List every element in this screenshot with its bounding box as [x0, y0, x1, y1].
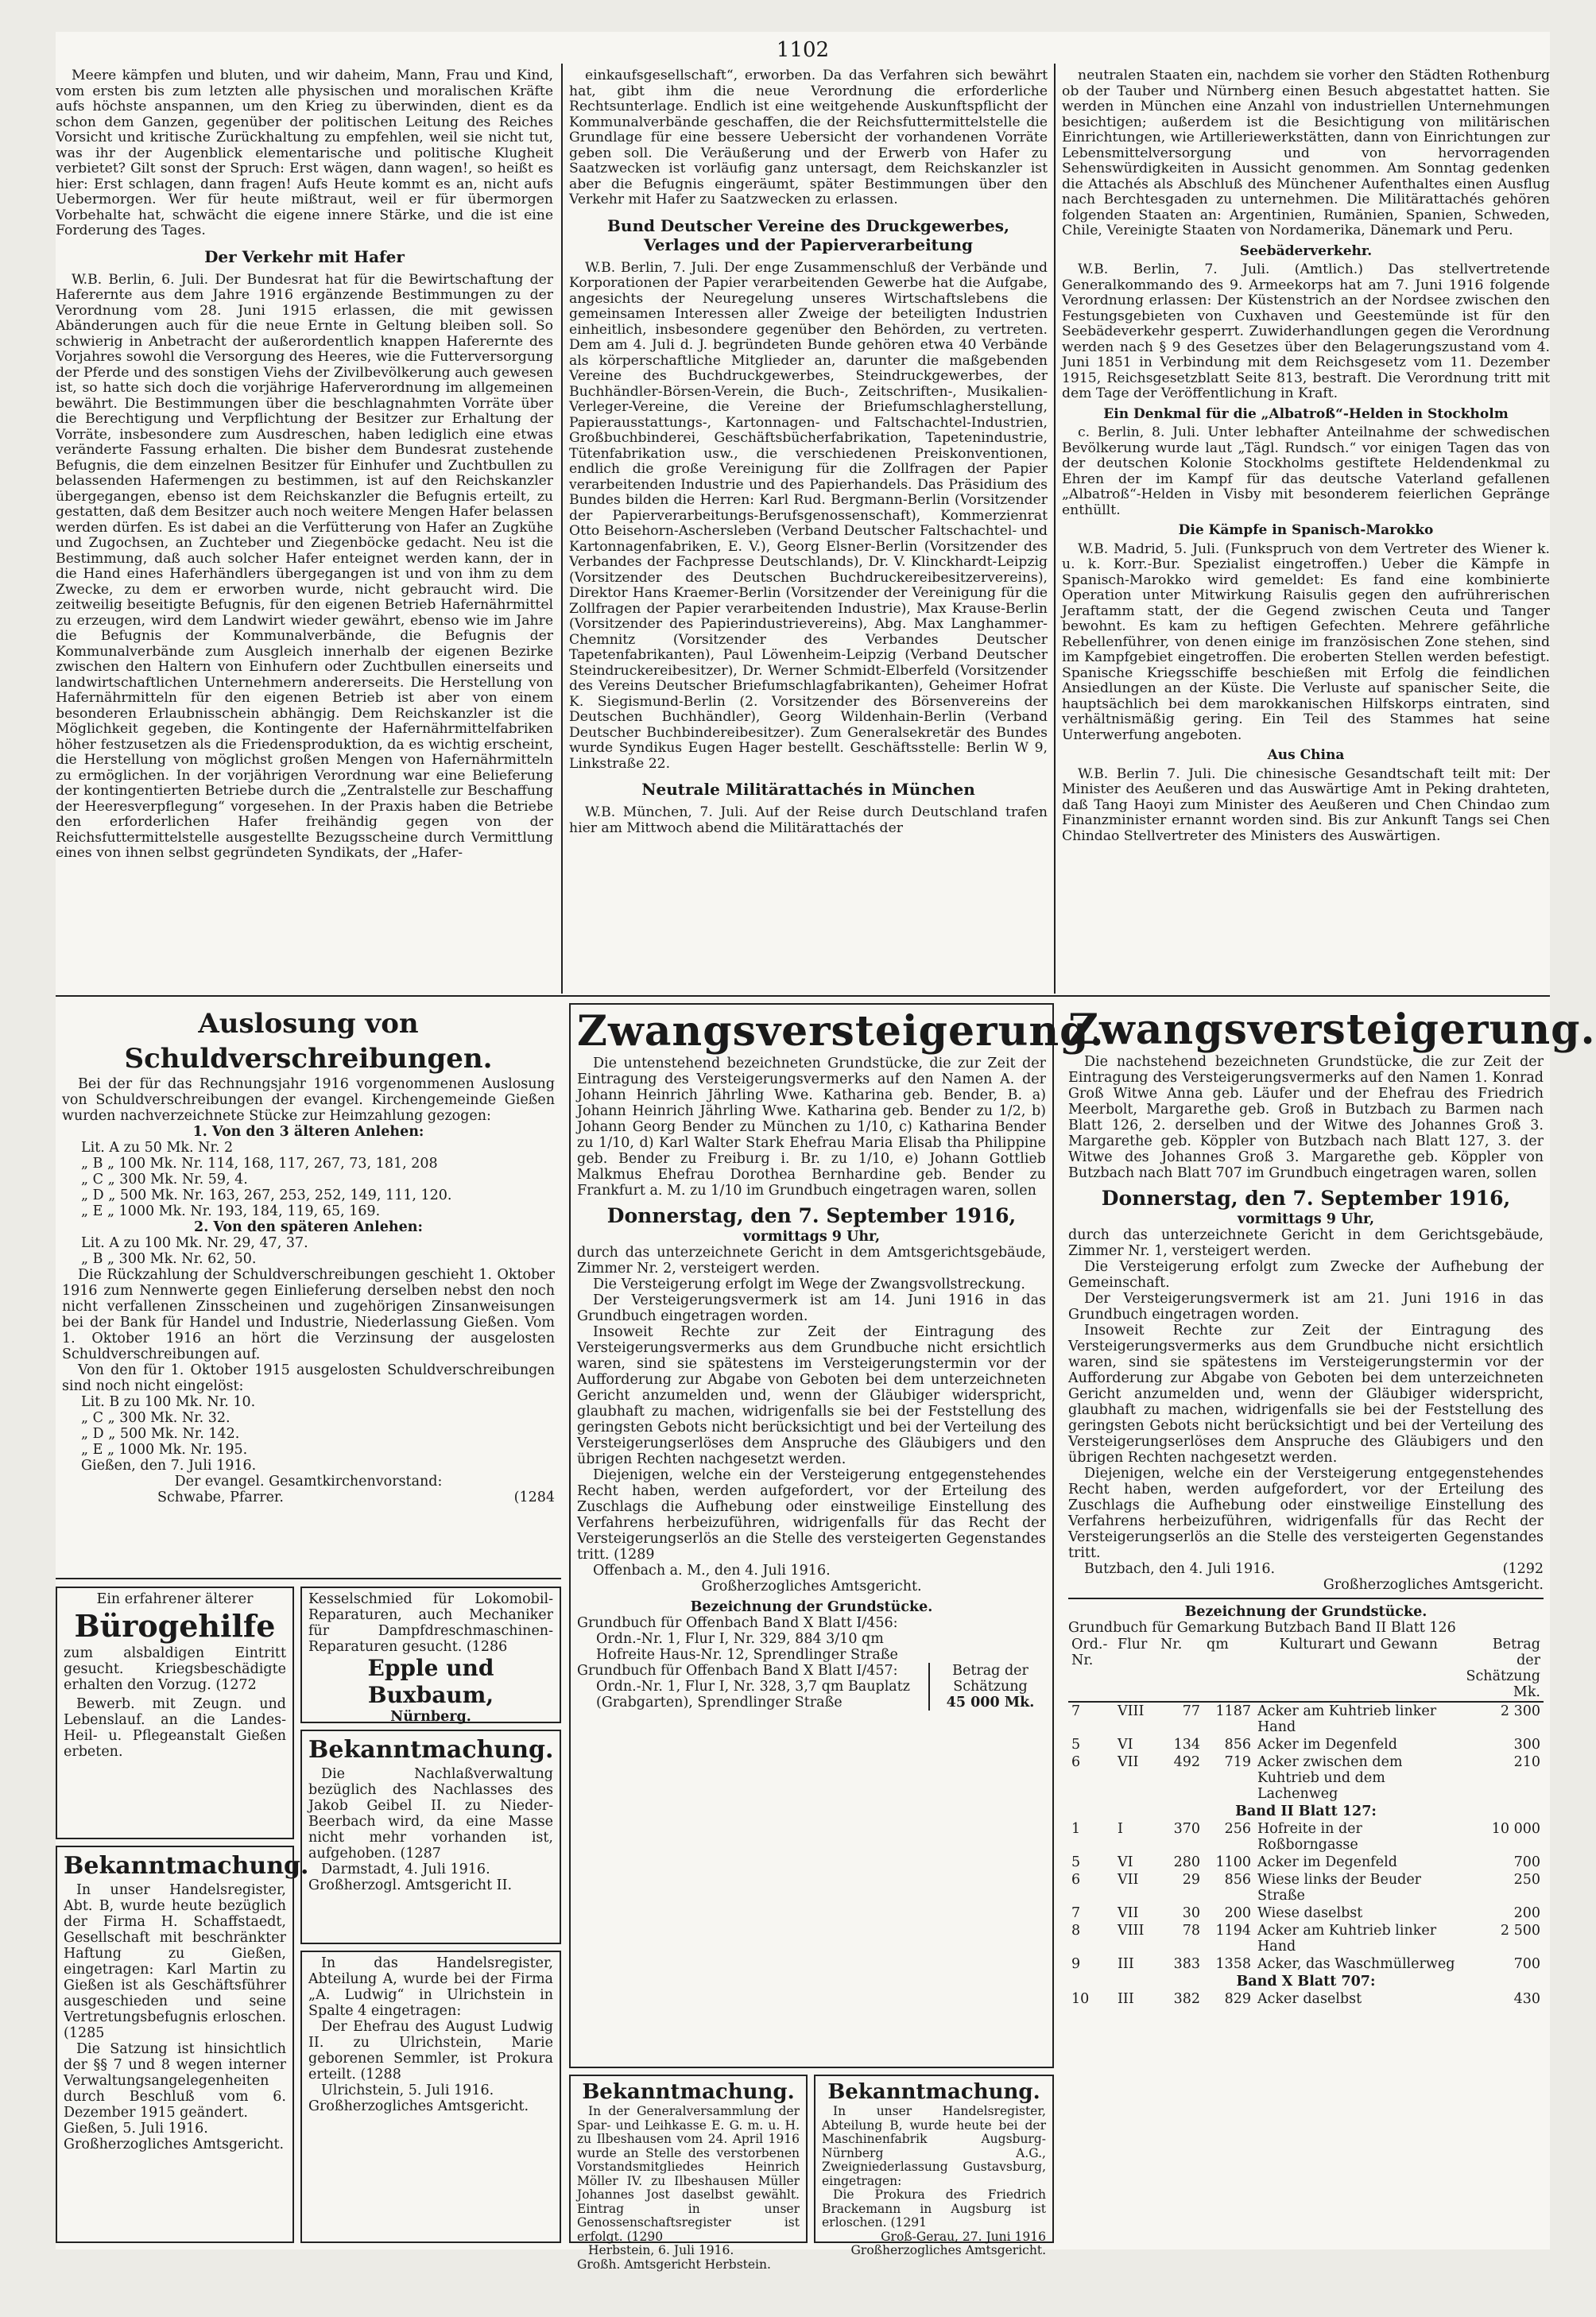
table-header: Kulturart und Gewann — [1279, 1637, 1438, 1653]
bek4-text: In unser Handelsregister, Abteilung B, wurde heute bei der Maschinenfabrik Augsburg-Nürnberg A.G., Zweigniederlassung Gustavsburg, eingetragen: — [822, 2104, 1046, 2188]
table-cell: VII — [1118, 1872, 1139, 1888]
auslosung-text-1: Die Rückzahlung der Schuldverschreibungen geschieht 1. Oktober 1916 zum Nennwerte gegen Einlieferung derselben nebst den noch nicht verfallenen Zinsscheinen und zugehörigen Zinsanweisungen bei der Bank für Handel und Industrie, Niederlassung Gießen. Vom 1. Oktober 1916 an hört die Verzinsung der ausgelosten Schuldverschreibungen auf. — [62, 1267, 555, 1362]
auslosung-list-3 — [62, 1394, 555, 1458]
zw2-sign: Großherzogliches Amtsgericht. — [1323, 1577, 1544, 1593]
column-2 — [569, 68, 1048, 990]
zw1-text-4: Der Versteigerungsvermerk ist am 14. Juni 1916 in das Grundbuch eingetragen worden. — [577, 1292, 1046, 1324]
zw2-property-table — [1068, 1636, 1544, 2008]
table-cell: Acker zwischen dem Kuhtrieb und dem Lachenweg — [1257, 1754, 1403, 1802]
table-row — [1068, 1820, 1544, 1854]
ad-rule-left — [56, 1578, 561, 1579]
table-row — [1068, 1736, 1544, 1753]
table-cell: 7 — [1071, 1703, 1081, 1719]
col3-body-2: c. Berlin, 8. Juli. Unter lebhafter Anteilnahme der schwedischen Bevölkerung wurde laut „Tägl. Rundsch.“ vor einigen Tagen das von der deutschen Kolonie Stockholms gestiftete Heldendenkmal zu Ehren der im Kampf für das deutsche Vaterland gefallenen „Albatroß“-Helden in Visby mit besonderem feierlichen Gepränge enthüllt. — [1062, 424, 1550, 518]
bek1-text: In unser Handelsregister, Abt. B, wurde heute bezüglich der Firma H. Schaffstaedt, Gesellschaft mit beschränkter Haftung zu Gießen, eingetragen: Karl Martin zu Gießen ist als Geschäftsführer ausgeschieden und seine Vertretungsbefugnis erloschen. (1285 — [64, 1882, 286, 2041]
table-cell: 280 — [1173, 1854, 1200, 1870]
table-cell: 5 — [1071, 1737, 1081, 1753]
table-cell: 1100 — [1215, 1854, 1251, 1870]
ad-bekanntmachung-gross-gerau — [814, 2075, 1054, 2257]
auslosung-row: Lit. A zu 100 Mk. Nr. 29, 47, 37. — [81, 1235, 308, 1251]
table-header: Nr. — [1160, 1637, 1183, 1653]
bek4-date: Groß-Gerau, 27. Juni 1916 — [881, 2229, 1046, 2244]
table-row — [1068, 1922, 1544, 1955]
auslosung-row: „ D „ 500 Mk. Nr. 163, 267, 253, 252, 149, 111, 120. — [81, 1188, 452, 1203]
zw2-grundbuch: Grundbuch für Gemarkung Butzbach Band II Blatt 126 — [1068, 1620, 1456, 1636]
table-cell: 6 — [1071, 1754, 1081, 1770]
buero-text-2: Bewerb. mit Zeugn. und Lebenslauf. an die Landes-Heil- u. Pflegeanstalt Gießen erbeten. — [64, 1696, 286, 1760]
table-cell: 2 300 — [1500, 1703, 1540, 1719]
zw2-time: vormittags 9 Uhr, — [1237, 1211, 1375, 1227]
table-cell: Hofreite in der Roßborngasse — [1257, 1821, 1362, 1853]
zw1-grundbuch-2: Grundbuch für Offenbach Band X Blatt I/457: — [577, 1663, 898, 1679]
auslosung-row: Lit. A zu 50 Mk. Nr. 2 — [81, 1140, 234, 1156]
auslosung-list-2 — [62, 1235, 555, 1267]
newspaper-page — [56, 32, 1596, 2272]
table-cell: VIII — [1118, 1703, 1145, 1719]
hr-date: Ulrichstein, 5. Juli 1916. — [321, 2083, 494, 2098]
table-cell: 492 — [1173, 1754, 1200, 1770]
col2-body-2: W.B. München, 7. Juli. Auf der Reise durch Deutschland trafen hier am Mittwoch abend die Militärattachés der — [569, 804, 1048, 836]
bek1-text-2: Die Satzung ist hinsichtlich der §§ 7 und 8 wegen interner Verwaltungsangelegenheiten durch Beschluß vom 6. Dezember 1915 geändert. — [64, 2041, 286, 2121]
table-row — [1068, 1990, 1544, 2008]
zw1-time: vormittags 9 Uhr, — [742, 1229, 881, 1245]
bek2-date: Darmstadt, 4. Juli 1916. — [321, 1862, 490, 1877]
col2-body: W.B. Berlin, 7. Juli. Der enge Zusammenschluß der Verbände und Korporationen der Papier verarbeitenden Gewerbe hat die Aufgabe, angesichts der Neuregelung unseres Wirtschaftslebens die gemeinsamen Interessen aller Zweige der beteiligten Industrien einheitlich, insbesondere gegenüber den Behörden, zu vertreten. Dem am 4. Juli d. J. begründeten Bunde gehören etwa 40 Verbände als körperschaftliche Mitglieder an, darunter die maßgebenden Vereine des Buchdruckgewerbes, Steindruckgewerbes, der Buchhändler-Börsen-Verein, die Buch-, Zeitschriften-, Musikalien-Verleger-Vereine, die Vereine der Briefumschlagherstellung, Papierausstattungs-, Kartonnagen- und Faltschachtel-Industrien, Großbuchbinderei, Geschäftsbücherfabrikation, Tapetenindustrie, Tütenfabrikation usw., die verschiedenen Preiskonventionen, endlich die große Vereinigung für die Zollfragen der Papier verarbeitenden Industrie und des Papierhandels. Das Präsidium des Bundes bilden die Herren: Karl Rud. Bergmann-Berlin (Vorsitzender der Papierverarbeitungs-Berufsgenossenschaft), Kommerzienrat Otto Beisehorn-Aschersleben (Verband Deutscher Faltschachtel- und Kartonnagenfabriken, E. V.), Georg Elsner-Berlin (Vorsitzender des Verbandes der Fachpresse Deutschlands), Dr. V. Klinckhardt-Leipzig (Vorsitzender des Deutschen Buchdruckereibesitzervereins), Direktor Hans Kraemer-Berlin (Vorsitzender der Vereinigung für die Zollfragen der Papier verarbeitenden Industrie), Max Krause-Berlin (Vorsitzender des Papierindustrievereins), Abg. Max Langhammer-Chemnitz (Vorsitzender des Verbandes Deutscher Tapetenfabrikanten), Paul Löwenheim-Leipzig (Verband Deutscher Steindruckereibesitzer), Dr. Werner Schmidt-Elberfeld (Vorsitzender des Vereins Deutscher Briefumschlagfabrikanten), Geheimer Hofrat K. Siegismund-Berlin (2. Vorsitzender des Börsenvereins der Deutschen Buchhändler), Georg Wildenhain-Berlin (Verband Deutscher Buchbindereibesitzer). Zum Generalsekretär des Bundes wurde Syndikus Eugen Hager bestellt. Geschäftsstelle: Berlin W 9, Linkstraße 22. — [569, 259, 1048, 772]
ad-zwangsversteigerung-butzbach — [1062, 1003, 1596, 2243]
zw2-text-6: Diejenigen, welche ein der Versteigerung entgegenstehendes Recht haben, werden aufgefordert, vor der Erteilung des Zuschlags die Aufhebung oder einstweilige Einstellung des Verfahrens herbeizuführen, widrigenfalls für das Recht der Versteigerungserlös an die Stelle des versteigerten Gegenstandes tritt. — [1068, 1466, 1544, 1561]
table-cell: Wiese links der Beuder Straße — [1257, 1872, 1422, 1904]
zw2-table-label-127 — [1068, 1803, 1544, 1820]
buero-title: Bürogehilfe — [74, 1608, 276, 1644]
column-rule-2 — [1054, 64, 1056, 994]
ad-bekanntmachung-herbstein — [569, 2075, 808, 2272]
table-cell: Acker daselbst — [1257, 1991, 1362, 2007]
zw2-table-body-127 — [1068, 1820, 1544, 1973]
table-cell: 7 — [1071, 1905, 1081, 1921]
zw1-text-1: Die untenstehend bezeichneten Grundstücke, die zur Zeit der Eintragung des Versteigerungsvermerks auf den Namen A. der Johann Heinrich Jährling Wwe. Katharina geb. Bender, B. a) Johann Heinrich Jährling Wwe. Katharina geb. Bender zu 1/2, b) Johann Georg Bender zu München zu 1/10, c) Katharina Bender zu 1/10, d) Karl Walter Stark Ehefrau Maria Elisab tha Philippine geb. Bender zu Freiburg i. Br. zu 1/10, e) Johann Gottlieb Malkmus Ehefrau Dorothea Bernhardine geb. Bender zu Frankfurt a. M. zu 1/10 im Grundbuch eingetragen waren, sollen — [577, 1056, 1046, 1199]
table-cell: 719 — [1224, 1754, 1251, 1770]
hr-text-2: Der Ehefrau des August Ludwig II. zu Ulrichstein, Marie geborenen Semmler, ist Prokura erteilt. (1288 — [308, 2019, 553, 2083]
zw1-text-3: Die Versteigerung erfolgt im Wege der Zwangsvollstreckung. — [593, 1277, 1025, 1292]
table-cell: 2 500 — [1500, 1923, 1540, 1939]
buero-text: zum alsbaldigen Eintritt gesucht. Kriegsbeschädigte erhalten den Vorzug. (1272 — [64, 1645, 286, 1693]
table-cell: III — [1118, 1991, 1134, 2007]
table-cell: 8 — [1071, 1923, 1081, 1939]
table-cell: I — [1118, 1821, 1123, 1837]
table-row — [1068, 1973, 1544, 1990]
table-cell: VIII — [1118, 1923, 1145, 1939]
zw1-entry-1: Ordn.-Nr. 1, Flur I, Nr. 329, 884 3/10 qm Hofreite Haus-Nr. 12, Sprendlinger Straße — [596, 1631, 898, 1663]
bek2-text: Die Nachlaßverwaltung bezüglich des Nachlasses des Jakob Geibel II. zu Nieder-Beerbach wird, da eine Masse nicht mehr vorhanden ist, aufgehoben. (1287 — [308, 1766, 553, 1862]
bek3-sign: Großh. Amtsgericht Herbstein. — [577, 2257, 771, 2272]
table-cell: 200 — [1224, 1905, 1251, 1921]
bek1-date: Gießen, 5. Juli 1916. — [64, 2121, 208, 2137]
table-cell: 1358 — [1215, 1956, 1251, 1972]
table-cell: 1187 — [1215, 1703, 1251, 1719]
kessel-text: Kesselschmied für Lokomobil-Reparaturen, auch Mechaniker für Dampfdreschmaschinen-Reparaturen gesucht. (1286 — [308, 1591, 553, 1655]
zw1-valuation-label: Betrag der Schätzung — [952, 1663, 1028, 1695]
column-rule-1 — [561, 64, 563, 994]
col1-intro: Meere kämpfen und bluten, und wir daheim, Mann, Frau und Kind, vom ersten bis zum letzten alle physischen und moralischen Kräfte aufs höchste anspannen, um den Krieg zu überwinden, dient es da schon dem Ganzen, gegenüber der politischen Leitung des Reiches Vorsicht und kritische Zurückhaltung zu empfehlen, weil sie nicht tut, was ihr der Augenblick elementarische und politische Klugheit verbietet? Gilt sonst der Spruch: Erst wägen, dann wagen!, so heißt es hier: Erst schlagen, dann fragen! Aufs Heute kommt es an, nicht aufs Uebermorgen. Wer für heute mißtraut, weil er für übermorgen Vorbehalte hat, schwächt die eigene innere Stärke, und die ist eine Forderung des Tages. — [56, 68, 553, 238]
auslosung-signature-2: Schwabe, Pfarrer. — [157, 1490, 284, 1505]
table-cell: 700 — [1513, 1854, 1540, 1870]
table-cell: VI — [1118, 1854, 1133, 1870]
table-cell: 829 — [1224, 1991, 1251, 2007]
table-cell: 382 — [1173, 1991, 1200, 2007]
col3-heading-2: Ein Denkmal für die „Albatroß“-Helden in Stockholm — [1103, 405, 1509, 422]
bek4-text-2: Die Prokura des Friedrich Brackemann in Augsburg ist erloschen. (1291 — [822, 2187, 1046, 2230]
bek1-sign: Großherzogliches Amtsgericht. — [64, 2137, 285, 2152]
column-3 — [1062, 68, 1550, 990]
table-row — [1068, 1702, 1544, 1736]
zw2-rule — [1068, 1598, 1544, 1599]
table-cell: 250 — [1513, 1872, 1540, 1888]
bek1-title: Bekanntmachung. — [64, 1852, 309, 1880]
zw2-table-body-126 — [1068, 1702, 1544, 1803]
table-cell: 256 — [1224, 1821, 1251, 1837]
zw2-text-3: Die Versteigerung erfolgt zum Zwecke der Aufhebung der Gemeinschaft. — [1068, 1259, 1544, 1291]
table-cell: 856 — [1224, 1737, 1251, 1753]
bek2-sign: Großherzogl. Amtsgericht II. — [308, 1877, 513, 1893]
zw1-text-2: durch das unterzeichnete Gericht in dem Amtsgerichtsgebäude, Zimmer Nr. 2, versteigert werden. — [577, 1245, 1046, 1277]
zw1-text-6: Diejenigen, welche ein der Versteigerung entgegenstehendes Recht haben, werden aufgefordert, vor der Erteilung des Zuschlags die Aufhebung oder einstweilige Einstellung des Verfahrens herbeizuführen, widrigenfalls für das Recht der Versteigerungserlös an die Stelle des versteigerten Gegenstandes tritt. (1289 — [577, 1467, 1046, 1563]
zw1-text-5: Insoweit Rechte zur Zeit der Eintragung des Versteigerungsvermerks aus dem Grundbuche nicht ersichtlich waren, sind sie spätestens im Versteigerungstermin vor der Aufforderung zur Abgabe von Geboten bei dem unterzeichneten Gericht anzumelden und, wenn der Gläubiger widerspricht, glaubhaft zu machen, widrigenfalls sie bei der Feststellung des geringsten Gebots nicht berücksichtigt und bei der Verteilung des Versteigerungserlöses dem Anspruche des Gläubigers und den übrigen Rechten nachgesetzt werden. — [577, 1324, 1046, 1467]
zw2-date: Donnerstag, den 7. September 1916, — [1101, 1187, 1511, 1210]
table-cell: VII — [1118, 1754, 1139, 1770]
auslosung-text-2: Von den für 1. Oktober 1915 ausgelosten Schuldverschreibungen sind noch nicht eingelöst: — [62, 1362, 555, 1394]
zw1-sign: Großherzogliches Amtsgericht. — [701, 1579, 922, 1594]
zw1-estate-row — [577, 1663, 1046, 1711]
table-cell: Wiese daselbst — [1257, 1905, 1363, 1921]
auslosung-row: „ D „ 500 Mk. Nr. 142. — [81, 1426, 240, 1442]
col1-body: W.B. Berlin, 6. Juli. Der Bundesrat hat für die Bewirtschaftung der Haferernte aus dem Jahre 1916 ergänzende Bestimmungen zu der Verordnung vom 28. Juni 1915 erlassen, die mit gewissen Abänderungen auch für die neue Ernte in Geltung bleiben soll. So schwierig in Anbetracht der außerordentlich knappen Haferernte des Vorjahres sowohl die Versorgung des Heeres, wie die Futterversorgung der Pferde und des sonstigen Viehs der Zivilbevölkerung auch gewesen ist, so hatte sich doch die vorjährige Haferverordnung im allgemeinen bewährt. Die Bestimmungen über die beschlagnahmten Vorräte über die Berechtigung und Verpflichtung der Besitzer zur Erhaltung der Vorräte, insbesondere zum Ausdreschen, haben lediglich eine etwas veränderte Fassung erhalten. Die bisher dem Bundesrat zustehende Befugnis, die dem einzelnen Besitzer für Einhufer und Zuchtbullen zu belassenden Hafermengen zu bestimmen, ist auf den Reichskanzler übergegangen, ebenso ist dem Reichskanzler die Befugnis erteilt, zu gestatten, daß dem Besitzer auch noch weitere Mengen Hafer belassen werden dürfen. Es ist dabei an die Verfütterung von Hafer an Zugkühe und Zugochsen, an Zuchteber und Ziegenböcke gedacht. Neu ist die Bestimmung, daß auch solcher Hafer enteignet werden kann, der in die Hand eines Haferhändlers übergegangen ist und von ihm zu dem Zwecke, zu dem er erworben wurde, nicht gebraucht wird. Die zeitweilig beseitigte Befugnis, für den eigenen Betrieb Hafernährmittel zu erzeugen, wird dem Landwirt wieder gewährt, ebenso wie im Jahre die Befugnis der Kommunalverbände, die Befugnis der Kommunalverbände zum Ausgleich innerhalb der eigenen Bezirke zwischen den Haltern von Einhufern oder Zuchtbullen einerseits und landwirtschaftlichen Unternehmern andererseits. Die Herstellung von Hafernährmitteln für den eigenen Betrieb ist aber von einem besonderen Erlaubnisschein abhängig. Dem Reichskanzler ist die Möglichkeit gegeben, die Kontingente der Hafernährmittelfabriken höher festzusetzen als die Friedensproduktion, da es wichtig erscheint, die Herstellung von möglichst großen Mengen von Hafernährmitteln zu ermöglichen. In der vorjährigen Verordnung war eine Belieferung der kontingentierten Betriebe durch die „Zentralstelle zur Beschaffung der Heeresverpflegung“ vorgesehen. In der Praxis haben die Betriebe den erforderlichen Hafer freihändig gegen von der Reichsfuttermittelstelle ausgestellte Bezugsscheine durch Vermittlung eines von ihnen selbst gegründeten Syndikats, der „Hafer- — [56, 271, 553, 861]
auslosung-section-2: 2. Von den späteren Anlehen: — [194, 1219, 423, 1235]
col3-intro: neutralen Staaten ein, nachdem sie vorher den Städten Rothenburg ob der Tauber und Nürnberg einen Besuch abgestattet hatten. Sie werden in München eine Anzahl von industriellen Unternehmungen besichtigen; außerdem ist die Besichtigung von militärischen Einrichtungen, wie Artilleriewerkstätten, dann von Einrichtungen zur Lebensmittelversorgung und von hervorragenden Sehenswürdigkeiten in Aussicht genommen. Am Sonntag gedenken die Attachés als Abschluß des Münchener Aufenthaltes einen Ausflug nach Berchtesgaden zu unternehmen. Die Militärattachés gehören folgenden Staaten an: Argentinien, Rumänien, Spanien, Schweden, Chile, Vereinigte Staaten von Nordamerika, Dänemark und Peru. — [1062, 68, 1550, 238]
table-row — [1068, 1904, 1544, 1922]
col1-heading: Der Verkehr mit Hafer — [204, 246, 405, 266]
zw1-subheading: Bezeichnung der Grundstücke. — [690, 1599, 933, 1615]
ad-auslosung — [56, 1003, 561, 1575]
table-cell: 383 — [1173, 1956, 1200, 1972]
col3-heading-3: Die Kämpfe in Spanisch-Marokko — [1178, 522, 1434, 538]
table-cell: 134 — [1173, 1737, 1200, 1753]
table-cell: 10 — [1071, 1991, 1090, 2007]
auslosung-intro: Bei der für das Rechnungsjahr 1916 vorgenommenen Auslosung von Schuldverschreibungen der evangel. Kirchengemeinde Gießen wurden nachverzeichnete Stücke zur Heimzahlung gezogen: — [62, 1076, 555, 1124]
bek3-date: Herbstein, 6. Juli 1916. — [588, 2243, 734, 2257]
ad-bekanntmachung-giessen — [56, 1846, 309, 2243]
table-cell: Acker am Kuhtrieb linker Hand — [1257, 1923, 1437, 1955]
auslosung-row: Lit. B zu 100 Mk. Nr. 10. — [81, 1394, 256, 1410]
ad-bekanntmachung-darmstadt — [300, 1730, 561, 1944]
table-cell: Acker am Kuhtrieb linker Hand — [1257, 1703, 1437, 1735]
table-header: Flur — [1118, 1637, 1148, 1653]
ad-kesselschmied — [300, 1587, 561, 1723]
table-cell: 700 — [1513, 1956, 1540, 1972]
kessel-firm: Epple und Buxbaum, — [367, 1655, 494, 1708]
zw1-grundbuch-1: Grundbuch für Offenbach Band X Blatt I/456: — [577, 1615, 898, 1631]
table-cell: III — [1118, 1956, 1134, 1972]
hr-sign: Großherzogliches Amtsgericht. — [308, 2098, 529, 2114]
table-cell: 10 000 — [1491, 1821, 1540, 1837]
table-cell: 6 — [1071, 1872, 1081, 1888]
table-cell: 78 — [1182, 1923, 1200, 1939]
auslosung-row: „ E „ 1000 Mk. Nr. 193, 184, 119, 65, 169. — [81, 1203, 381, 1219]
bek3-text: In der Generalversammlung der Spar- und Leihkasse E. G. m. u. H. zu Ilbeshausen vom 24. April 1916 wurde an Stelle des verstorbenen Vorstandsmitgliedes Heinrich Möller IV. zu Ilbeshausen Müller Johannes Jost daselbst gewählt. Eintrag in unser Genossenschaftsregister ist erfolgt. (1290 — [577, 2104, 800, 2244]
table-row — [1068, 1871, 1544, 1904]
col2-heading-2: Neutrale Militärattachés in München — [641, 780, 975, 799]
zw2-title: Zwangsversteigerung. — [1068, 1005, 1596, 1054]
table-cell: 200 — [1513, 1905, 1540, 1921]
auslosung-title: Auslosung von Schuldverschreibungen. — [124, 1008, 493, 1075]
col3-heading-1: Seebäderverkehr. — [1239, 242, 1373, 259]
hr-text: In das Handelsregister, Abteilung A, wurde bei der Firma „A. Ludwig“ in Ulrichstein in Spalte 4 eingetragen: — [308, 1955, 553, 2019]
bek4-sign: Großherzogliches Amtsgericht. — [850, 2243, 1046, 2257]
table-header: Betrag der Schätzung Mk. — [1466, 1637, 1541, 1700]
zw1-title: Zwangsversteigerung. — [577, 1007, 1105, 1056]
zw2-text-5: Insoweit Rechte zur Zeit der Eintragung des Versteigerungsvermerks aus dem Grundbuche nicht ersichtlich waren, sind sie spätestens im Versteigerungstermin vor der Aufforderung zur Abgabe von Geboten bei dem unterzeichneten Gericht anzumelden und, wenn der Gläubiger widerspricht, glaubhaft zu machen, widrigenfalls sie bei der Feststellung des geringsten Gebots nicht berücksichtigt und bei der Verteilung des Versteigerungserlöses dem Anspruche des Gläubigers und den übrigen Rechten nachgesetzt werden. — [1068, 1323, 1544, 1466]
table-cell: 1194 — [1215, 1923, 1251, 1939]
zw2-text-1: Die nachstehend bezeichneten Grundstücke, die zur Zeit der Eintragung des Versteigerungsvermerks auf den Namen 1. Konrad Groß Witwe Anna geb. Läufer und der Ehefrau des Friedrich Meerbolt, Margarethe geb. Groß in Butzbach zu Barmen nach Blatt 126, 2. derselben und der Witwe des Johannes Groß 3. Margarethe geb. Köppler von Butzbach nach Blatt 127, 3. der Witwe des Johannes Groß 3. Margarethe geb. Köppler von Butzbach nach Blatt 707 im Grundbuch eingetragen waren, sollen — [1068, 1054, 1544, 1181]
bek3-title: Bekanntmachung. — [582, 2080, 795, 2104]
buero-line-1: Ein erfahrener älterer — [96, 1591, 254, 1607]
col2-intro: einkaufsgesellschaft“, erworben. Da das Verfahren sich bewährt hat, gibt ihm die neue Verordnung die erforderliche Rechtsunterlage. Endlich ist eine weitgehende Auskunftspflicht der Kommunalverbände geschaffen, die der Reichsfuttermittelstelle die Grundlage für eine bessere Uebersicht der vorhandenen Vorräte geben soll. Die Veräußerung und der Erwerb von Hafer zu Saatzwecken ist vorläufig ganz untersagt, dem Reichskanzler ist aber die Befugnis eingeräumt, später Bestimmungen über den Verkehr mit Hafer zu Saatzwecken zu erlassen. — [569, 68, 1048, 207]
table-header: qm — [1207, 1637, 1229, 1653]
table-cell: Acker, das Waschmüllerweg — [1257, 1956, 1455, 1972]
table-cell: 370 — [1173, 1821, 1200, 1837]
table-cell: 77 — [1182, 1703, 1200, 1719]
col3-body-1: W.B. Berlin, 7. Juli. (Amtlich.) Das stellvertretende Generalkommando des 9. Armeekorps hat am 7. Juni 1916 folgende Verordnung erlassen: Der Küstenstrich an der Nordsee zwischen den Festungsgebieten von Cuxhaven und Geestemünde ist für den Seebädeverkehr gesperrt. Zuwiderhandlungen gegen die Verordnung werden nach § 9 des Gesetzes über den Belagerungszustand vom 4. Juni 1851 in Verbindung mit dem Reichsgesetz vom 11. Dezember 1915, Reichsgesetzblatt Seite 813, bestraft. Die Verordnung tritt mit dem Tage der Veröffentlichung in Kraft. — [1062, 262, 1550, 401]
table-cell: 856 — [1224, 1872, 1251, 1888]
table-row — [1068, 1753, 1544, 1803]
table-header: Ord.-Nr. — [1071, 1637, 1108, 1668]
table-cell: 1 — [1071, 1821, 1081, 1837]
table-cell: VII — [1118, 1905, 1139, 1921]
kessel-city: Nürnberg. — [390, 1709, 471, 1725]
bek2-title: Bekanntmachung. — [308, 1736, 554, 1764]
zw2-text-4: Der Versteigerungsvermerk ist am 21. Juni 1916 in das Grundbuch eingetragen worden. — [1068, 1291, 1544, 1323]
zw2-table-label-707 — [1068, 1973, 1544, 1990]
auslosung-row: „ C „ 300 Mk. Nr. 59, 4. — [81, 1172, 248, 1188]
table-cell: 30 — [1182, 1905, 1200, 1921]
ad-buerogehilfe — [56, 1587, 294, 1839]
zw2-ref: (1292 — [1502, 1561, 1544, 1577]
bek4-title: Bekanntmachung. — [827, 2080, 1040, 2104]
table-cell: 210 — [1513, 1754, 1540, 1770]
section-rule — [56, 995, 1550, 997]
table-cell: Acker im Degenfeld — [1257, 1737, 1397, 1753]
zw1-estate-text — [577, 1663, 911, 1711]
auslosung-row: „ C „ 300 Mk. Nr. 32. — [81, 1410, 230, 1426]
zw1-valuation — [928, 1663, 1046, 1711]
table-row — [1068, 1803, 1544, 1820]
col3-body-4: W.B. Berlin 7. Juli. Die chinesische Gesandtschaft teilt mit: Der Minister des Aeußeren und das Auswärtige Amt in Peking drahteten, daß Tang Haoyi zum Minister des Aeußeren und Chen Chindao zum Finanzminister ernannt worden sind. Bis zur Ankunft Tangs sei Chen Chindao Stellvertreter des Ministers des Auswärtigen. — [1062, 765, 1550, 844]
auslosung-row: „ B „ 100 Mk. Nr. 114, 168, 117, 267, 73, 181, 208 — [81, 1156, 438, 1172]
auslosung-signature-row — [62, 1490, 555, 1505]
zw2-text-2: durch das unterzeichnete Gericht in dem Gerichtsgebäude, Zimmer Nr. 1, versteigert werden. — [1068, 1227, 1544, 1259]
zw2-blatt-707: Band X Blatt 707: — [1236, 1974, 1376, 1990]
zw2-place-row — [1068, 1561, 1544, 1577]
page-number: 1102 — [776, 38, 830, 62]
auslosung-ref: (1284 — [513, 1490, 555, 1505]
table-cell: 5 — [1071, 1854, 1081, 1870]
zw2-subheading: Bezeichnung der Grundstücke. — [1184, 1604, 1427, 1620]
auslosung-section-1: 1. Von den 3 älteren Anlehen: — [192, 1124, 424, 1140]
table-cell: 9 — [1071, 1956, 1081, 1972]
column-1 — [56, 68, 553, 990]
table-row — [1068, 1955, 1544, 1973]
zw1-place: Offenbach a. M., den 4. Juli 1916. — [593, 1563, 831, 1579]
table-cell: Acker im Degenfeld — [1257, 1854, 1397, 1870]
auslosung-date: Gießen, den 7. Juli 1916. — [81, 1458, 257, 1474]
table-row — [1068, 1854, 1544, 1871]
auslosung-row: „ B „ 300 Mk. Nr. 62, 50. — [81, 1251, 257, 1267]
table-header-row — [1068, 1636, 1544, 1702]
zw1-valuation-amount: 45 000 Mk. — [946, 1695, 1035, 1711]
zw1-date: Donnerstag, den 7. September 1916, — [606, 1204, 1017, 1227]
zw2-blatt-127: Band II Blatt 127: — [1235, 1804, 1377, 1819]
auslosung-row: „ E „ 1000 Mk. Nr. 195. — [81, 1442, 248, 1458]
zw1-entry-2: Ordn.-Nr. 1, Flur I, Nr. 328, 3,7 qm Bauplatz (Grabgarten), Sprendlinger Straße — [596, 1679, 910, 1711]
col2-heading: Bund Deutscher Vereine des Druckgewerbes, Verlages und der Papierverarbeitung — [607, 215, 1009, 254]
table-cell: 29 — [1182, 1872, 1200, 1888]
col3-heading-4: Aus China — [1267, 747, 1345, 763]
col3-body-3: W.B. Madrid, 5. Juli. (Funkspruch von dem Vertreter des Wiener k. u. k. Korr.-Bur. Spezialist eingetroffen.) Ueber die Kämpfe in Spanisch-Marokko wird gemeldet: Es fand eine kombinierte Operation unter Mitwirkung Raisulis gegen den aufrührerischen Jeraftamm statt, der die Gegend zwischen Ceuta und Tanger bewohnt. Es kam zu heftigen Gefechten. Mehrere gefährliche Rebellenführer, von denen einige im französischen Zone stehen, sind im Kampfgebiet eingetroffen. Die eroberten Stellen werden befestigt. Spanische Kriegsschiffe beschießen mit Erfolg die feindlichen Ansiedlungen an der Küste. Die Verluste auf spanischer Seite, die hauptsächlich bei dem marokkanischen Hilfskorps eintraten, sind verhältnismäßig gering. Ein Teil des Stammes hat seine Unterwerfung angeboten. — [1062, 541, 1550, 743]
ad-handelsregister-ulrichstein — [300, 1951, 561, 2243]
zw2-place: Butzbach, den 4. Juli 1916. — [1084, 1561, 1276, 1577]
table-cell: 430 — [1513, 1991, 1540, 2007]
auslosung-list-1 — [62, 1140, 555, 1219]
zw2-table-body-707 — [1068, 1990, 1544, 2008]
table-cell: 300 — [1513, 1737, 1540, 1753]
table-cell: VI — [1118, 1737, 1133, 1753]
auslosung-signature-1: Der evangel. Gesamtkirchenvorstand: — [174, 1474, 443, 1490]
